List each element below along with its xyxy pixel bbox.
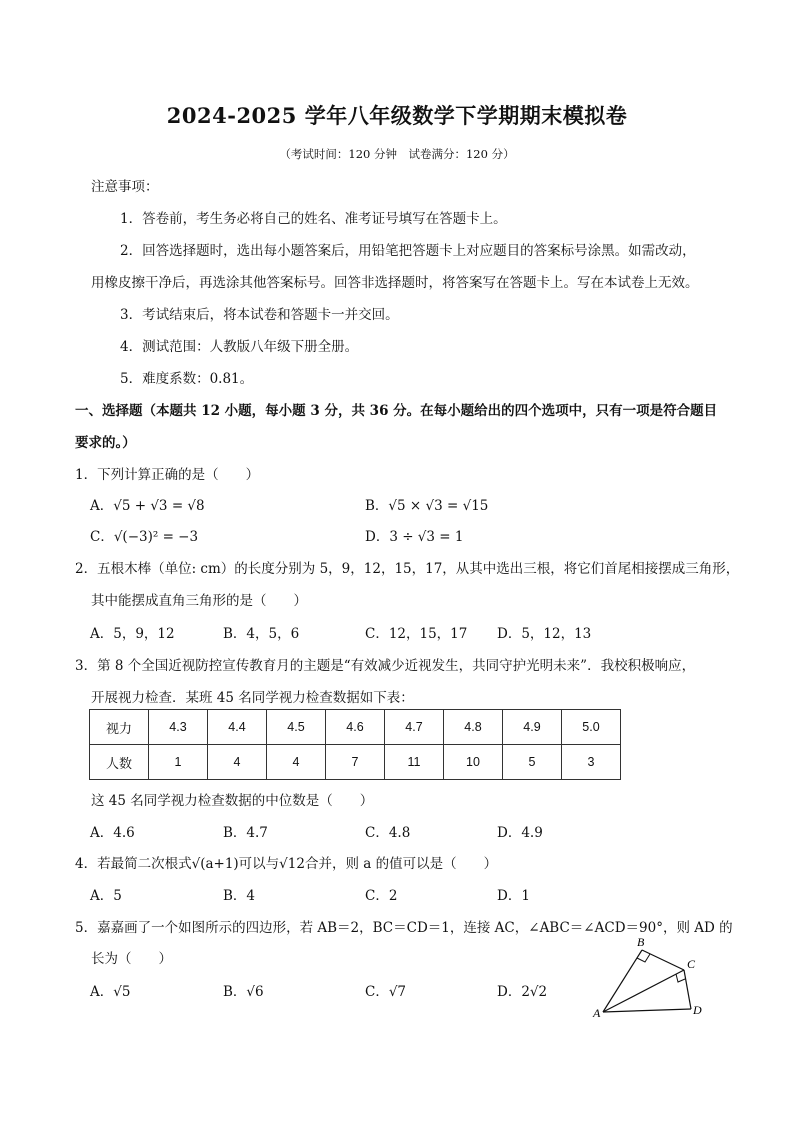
q2-option-c: C．12，15，17 <box>365 626 468 642</box>
section-heading-cont: 要求的。） <box>75 435 136 451</box>
table-cell: 1 <box>149 745 208 780</box>
note-1: 1．答卷前，考生务必将自己的姓名、准考证号填写在答题卡上。 <box>120 211 507 227</box>
table-cell: 11 <box>385 745 444 780</box>
q3-stem-cont: 开展视力检查．某班 45 名同学视力检查数据如下表： <box>91 690 414 706</box>
table-row <box>90 745 621 780</box>
table-cell: 4.3 <box>149 710 208 745</box>
note-3: 3．考试结束后，将本试卷和答题卡一并交回。 <box>120 307 399 323</box>
table-cell: 4.4 <box>208 710 267 745</box>
q3-stem: 3．第 8 个全国近视防控宣传教育月的主题是“有效减少近视发生，共同守护光明未来”．我校积极响应， <box>75 658 696 674</box>
table-cell: 3 <box>562 745 621 780</box>
table-cell: 5 <box>503 745 562 780</box>
q1-option-d: D．3 ÷ √3 = 1 <box>365 529 464 545</box>
table-header-cell: 视力 <box>90 710 149 745</box>
figure-lines <box>603 950 691 1012</box>
table-cell: 4 <box>267 745 326 780</box>
q1-stem: 1．下列计算正确的是（ ） <box>75 467 260 483</box>
table-header-cell: 人数 <box>90 745 149 780</box>
q4-option-d: D．1 <box>497 888 530 904</box>
q2-option-b: B．4，5，6 <box>223 626 300 642</box>
q5-stem: 5．嘉嘉画了一个如图所示的四边形，若 AB＝2，BC＝CD＝1，连接 AC，∠ABC＝∠ACD＝90°，则 AD 的 <box>75 920 733 936</box>
note-4: 4．测试范围：人教版八年级下册全册。 <box>120 339 359 355</box>
table-cell: 10 <box>444 745 503 780</box>
table-cell: 4.7 <box>385 710 444 745</box>
notes-heading: 注意事项： <box>91 179 159 195</box>
q5-stem-cont: 长为（ ） <box>91 951 172 967</box>
segment-ad <box>603 1009 691 1012</box>
right-angle-mark-c <box>676 974 685 982</box>
q3-option-d: D．4.9 <box>497 825 543 841</box>
note-5: 5．难度系数：0.81。 <box>120 371 254 387</box>
q4-stem: 4．若最简二次根式√(a+1)可以与√12合并，则 a 的值可以是（ ） <box>75 856 498 872</box>
q5-option-a: A．√5 <box>90 984 131 1000</box>
note-2-cont: 用橡皮擦干净后，再选涂其他答案标号。回答非选择题时，将答案写在答题卡上。写在本试卷上无效。 <box>91 275 699 291</box>
section-heading: 一、选择题（本题共 12 小题，每小题 3 分，共 36 分。在每小题给出的四个选项中，只有一项是符合题目 <box>75 403 718 419</box>
table-cell: 4.5 <box>267 710 326 745</box>
note-2: 2．回答选择题时，选出每小题答案后，用铅笔把答题卡上对应题目的答案标号涂黑。如需改动， <box>120 243 696 259</box>
page-title: 2024-2025 学年八年级数学下学期期末模拟卷 <box>166 103 628 128</box>
vertex-label-c: C <box>687 957 696 971</box>
q2-option-a: A．5，9，12 <box>90 626 175 642</box>
table-cell: 4.9 <box>503 710 562 745</box>
segment-ac <box>603 970 684 1012</box>
q4-option-a: A．5 <box>90 888 122 904</box>
table-row <box>90 710 621 745</box>
q3-option-c: C．4.8 <box>365 825 411 841</box>
q3-option-a: A．4.6 <box>90 825 135 841</box>
table-cell: 4 <box>208 745 267 780</box>
table-cell: 4.8 <box>444 710 503 745</box>
q2-stem: 2．五根木棒（单位: cm）的长度分别为 5，9，12，15，17，从其中选出三根，将它们首尾相接摆成三角形， <box>75 561 740 577</box>
segment-bc <box>642 950 684 970</box>
exam-info: （考试时间：120 分钟 试卷满分：120 分） <box>279 147 515 161</box>
q4-option-b: B．4 <box>223 888 256 904</box>
table-cell: 7 <box>326 745 385 780</box>
q3-option-b: B．4.7 <box>223 825 268 841</box>
table-cell: 4.6 <box>326 710 385 745</box>
q1-option-c: C．√(−3)² = −3 <box>90 529 199 545</box>
vertex-label-a: A <box>593 1006 601 1020</box>
segment-cd <box>684 970 691 1009</box>
segment-ab <box>603 950 642 1012</box>
vertex-label-d: D <box>693 1003 702 1017</box>
table-cell: 5.0 <box>562 710 621 745</box>
q5-option-c: C．√7 <box>365 984 407 1000</box>
vertex-label-b: B <box>637 935 645 949</box>
q2-stem-cont: 其中能摆成直角三角形的是（ ） <box>91 593 307 609</box>
q1-option-a: A．√5 + √3 = √8 <box>90 498 205 514</box>
q3-question: 这 45 名同学视力检查数据的中位数是（ ） <box>91 793 374 809</box>
quadrilateral-figure <box>585 935 715 1020</box>
vision-data-table <box>89 709 621 780</box>
q5-option-b: B．√6 <box>223 984 264 1000</box>
q1-option-b: B．√5 × √3 = √15 <box>365 498 489 514</box>
q2-option-d: D．5，12，13 <box>497 626 592 642</box>
q4-option-c: C．2 <box>365 888 398 904</box>
q5-option-d: D．2√2 <box>497 984 548 1000</box>
